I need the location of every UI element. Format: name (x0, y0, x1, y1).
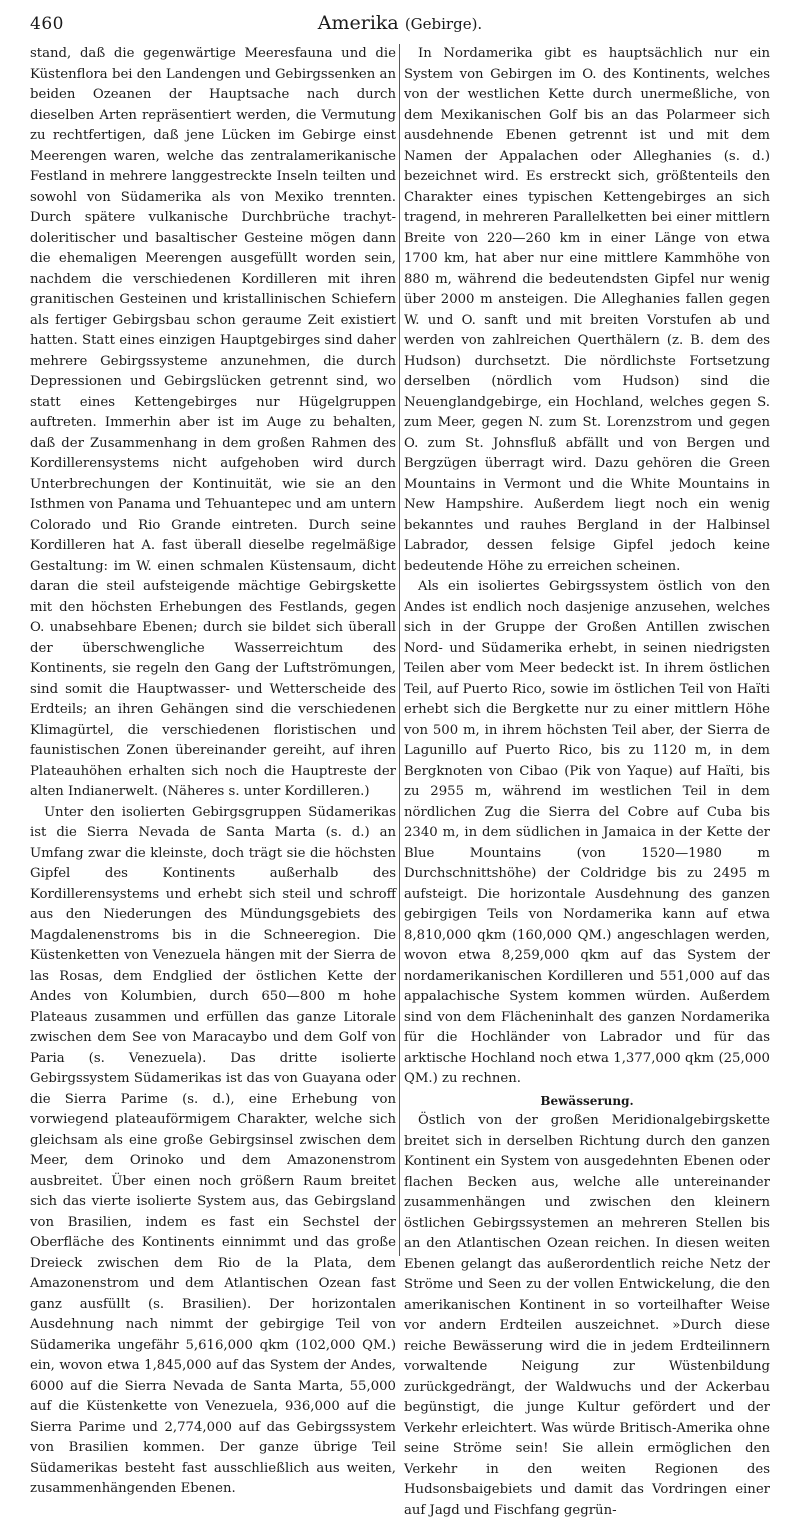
page-number: 460 (30, 14, 64, 34)
paragraph: Unter den isolierten Gebirgsgruppen Südamerikas ist die Sierra Nevada de Santa Marta (s. d.) an Umfang zwar die kleinste, doch trägt sie die höchsten Gipfel des Kontinents außerhalb des Kordillerensystems und erhebt sich steil und schroff aus den Niederungen des Mündungsgebiets des Magdalenenstroms bis in die Schneeregion. Die Küstenketten von Venezuela hängen mit der Sierra de las Rosas, dem Endglied der östlichen Kette der Andes von Kolumbien, durch 650—800 m hohe Plateaus zusammen und erfüllen das ganze Litorale zwischen dem See von Maracaybo und dem Golf von Paria (s. Venezuela). Das dritte isolierte Gebirgssystem Südamerikas ist das von Guayana oder die Sierra Parime (s. d.), eine Erhebung von vorwiegend plateauförmigem Charakter, welche sich gleichsam als eine große Gebirgsinsel zwischen dem Meer, dem Orinoko und dem Amazonenstrom ausbreitet. Über einen noch größern Raum breitet sich das vierte isolierte System aus, das Gebirgsland von Brasilien, indem es fast ein Sechstel der Oberfläche des Kontinents einnimmt und das große Dreieck zwischen dem Rio de la Plata, dem Amazonenstrom und dem Atlantischen Ozean fast ganz ausfüllt (s. Brasilien). Der horizontalen Ausdehnung nach nimmt der gebirgige Teil von Südamerika ungefähr 5,616,000 qkm (102,000 QM.) ein, wovon etwa 1,845,000 auf das System der Andes, 6000 auf die Sierra Nevada de Santa Marta, 55,000 auf die Küstenkette von Venezuela, 936,000 auf die Sierra Parime und 2,774,000 auf das Gebirgssystem von Brasilien kommen. Der ganze übrige Teil Südamerikas besteht fast ausschließlich aus weiten, zusammenhängenden Ebenen. (30, 804, 396, 1496)
running-head-subtitle: (Gebirge). (404, 15, 483, 33)
paragraph: In Nordamerika gibt es hauptsächlich nur ein System von Gebirgen im O. des Kontinents, welches von der westlichen Kette durch unermeßliche, von dem Mexikanischen Golf bis an das Polarmeer sich ausdehnende Ebenen getrennt ist und mit dem Namen der Appalachen oder Alleghanies (s. d.) bezeichnet wird. Es erstreckt sich, größtenteils den Charakter eines typischen Kettengebirges an sich tragend, in mehreren Parallelketten bei einer mittlern Breite von 220—260 km in einer Länge von etwa 1700 km, hat aber nur eine mittlere Kammhöhe von 880 m, während die bedeutendsten Gipfel nur wenig über 2000 m ansteigen. Die Alleghanies fallen gegen W. und O. sanft und mit breiten Vorstufen ab und werden von zahlreichen Querthälern (z. B. dem des Hudson) durchsetzt. Die nördlichste Fortsetzung derselben (nördlich vom Hudson) sind die Neuenglandgebirge, ein Hochland, welches gegen S. zum Meer, gegen N. zum St. Lorenzstrom und gegen O. zum St. Johnsfluß abfällt und von Bergen und Bergzügen überragt wird. Dazu gehören die Green Mountains in Vermont und die White Mountains in New Hampshire. Außerdem liegt noch ein wenig bekanntes und rauhes Bergland in der Halbinsel Labrador, dessen felsige Gipfel jedoch keine bedeutende Höhe zu erreichen scheinen. (404, 46, 770, 574)
left-column (30, 44, 396, 1500)
right-column (404, 44, 770, 1521)
page-header (30, 10, 770, 38)
running-head-title: Amerika (317, 12, 399, 34)
paragraph: stand, daß die gegenwärtige Meeresfauna und die Küstenflora bei den Landengen und Gebirgssenken an beiden Ozeanen der Hauptsache nach durch dieselben Arten repräsentiert werden, die Vermutung zu rechtfertigen, daß jene Lücken im Gebirge einst Meerengen waren, welche das zentralamerikanische Festland in mehrere langgestreckte Inseln teilten und sowohl von Südamerika als von Mexiko trennten. Durch spätere vulkanische Durchbrüche trachyt-doleritischer und basaltischer Gesteine mögen dann die ehemaligen Meerengen ausgefüllt worden sein, nachdem die verschiedenen Kordilleren mit ihren granitischen Gesteinen und kristallinischen Schiefern als fertiger Gebirgsbau schon geraume Zeit existiert hatten. Statt eines einzigen Hauptgebirges sind daher mehrere Gebirgssysteme anzunehmen, die durch Depressionen und Gebirgslücken getrennt sind, wo statt eines Kettengebirges nur Hügelgruppen auftreten. Immerhin aber ist im Auge zu behalten, daß der Zusammenhang in dem großen Rahmen des Kordillerensystems nicht aufgehoben wird durch Unterbrechungen der Kontinuität, wie sie an den Isthmen von Panama und Tehuantepec und am untern Colorado und Rio Grande eintreten. Durch seine Kordilleren hat A. fast überall dieselbe regelmäßige Gestaltung: im W. einen schmalen Küstensaum, dicht daran die steil aufsteigende mächtige Gebirgskette mit den höchsten Erhebungen des Festlands, gegen O. unabsehbare Ebenen; durch sie bildet sich überall der überschwengliche Wasserreichtum des Kontinents, sie regeln den Gang der Luftströmungen, sind somit die Hauptwasser- und Wetterscheide des Erdteils; an ihren Gehängen sind die verschiedenen Klimagürtel, die verschiedenen floristischen und faunistischen Zonen übereinander gereiht, auf ihren Plateauhöhen erhalten sich noch die Hauptreste der alten Indianerwelt. (Näheres s. unter Kordilleren.) (30, 46, 396, 799)
column-divider (399, 44, 400, 1256)
paragraph: Als ein isoliertes Gebirgssystem östlich von den Andes ist endlich noch dasjenige anzusehen, welches sich in der Gruppe der Großen Antillen zwischen Nord- und Südamerika erhebt, in seinen niedrigsten Teilen aber vom Meer bedeckt ist. In ihrem östlichen Teil, auf Puerto Rico, sowie im östlichen Teil von Haïti erhebt sich die Bergkette nur zu einer mittlern Höhe von 500 m, in ihrem höchsten Teil aber, der Sierra de Lagunillo auf Puerto Rico, bis zu 1120 m, in dem Bergknoten von Cibao (Pik von Yaque) auf Haïti, bis zu 2955 m, während im westlichen Teil in dem nördlichen Zug die Sierra del Cobre auf Cuba bis 2340 m, in dem südlichen in Jamaica in der Kette der Blue Mountains (von 1520—1980 m Durchschnittshöhe) der Coldridge bis zu 2495 m aufsteigt. Die horizontale Ausdehnung des ganzen gebirgigen Teils von Nordamerika kann auf etwa 8,810,000 qkm (160,000 QM.) angeschlagen werden, wovon etwa 8,259,000 qkm auf das System der nordamerikanischen Kordilleren und 551,000 auf das appalachische System kommen würden. Außerdem sind von dem Flächeninhalt des ganzen Nordamerika für die Hochländer von Labrador und für das arktische Hochland noch etwa 1,377,000 qkm (25,000 QM.) zu rechnen. (404, 579, 770, 1086)
running-head (30, 12, 770, 34)
paragraph: Östlich von der großen Meridionalgebirgskette breitet sich in derselben Richtung durch den ganzen Kontinent ein System von ausgedehnten Ebenen oder flachen Becken aus, welche alle untereinander zusammenhängen und zwischen den kleinern östlichen Gebirgssystemen an mehreren Stellen bis an den Atlantischen Ozean reichen. In diesen weiten Ebenen gelangt das außerordentlich reiche Netz der Ströme und Seen zu der vollen Entwickelung, die den amerikanischen Kontinent in so vorteilhafter Weise vor andern Erdteilen auszeichnet. »Durch diese reiche Bewässerung wird die in jedem Erdteilinnern vorwaltende Neigung zur Wüstenbildung zurückgedrängt, der Waldwuchs und der Ackerbau begünstigt, die junge Kultur gefördert und der Verkehr erleichtert. Was würde Britisch-Amerika ohne seine Ströme sein! Sie allein ermöglichen den Verkehr in den weiten Regionen des Hudsonsbaigebiets und damit das Vordringen einer auf Jagd und Fischfang gegrün- (404, 1113, 770, 1518)
section-heading: Bewässerung. (540, 1093, 634, 1108)
